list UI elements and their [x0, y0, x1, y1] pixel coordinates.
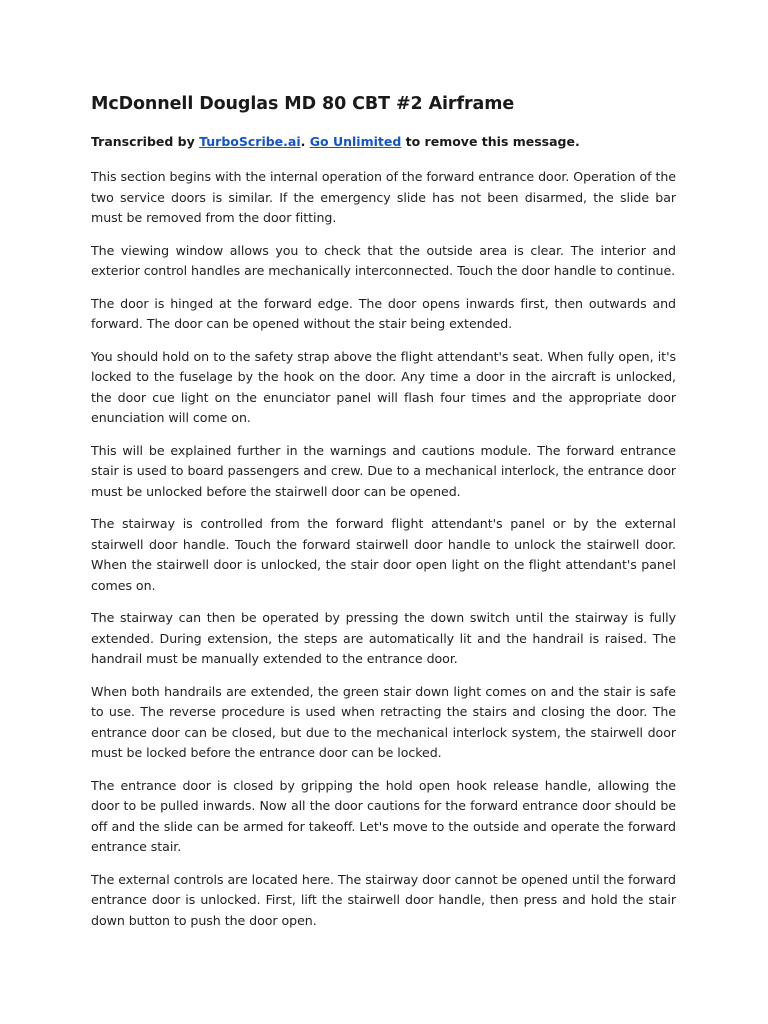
paragraph: The stairway can then be operated by pressing the down switch until the stairway is fully extended. During extension, the steps are automatically lit and the handrail is raised. The handrail must be manually extended to the entrance door.	[91, 610, 676, 666]
go-unlimited-link[interactable]: Go Unlimited	[309, 134, 402, 149]
paragraph: This section begins with the internal operation of the forward entrance door. Operation of the two service doors is similar. If the emergency slide has not been disarmed, the slide bar must be removed from the door fitting.	[91, 169, 676, 225]
paragraph: The stairway is controlled from the forward flight attendant's panel or by the external stairwell door handle. Touch the forward stairwell door handle to unlock the stairwell door. When the stairwell door is unlocked, the stair door open light on the flight attendant's panel comes on.	[91, 516, 676, 593]
paragraph: You should hold on to the safety strap above the flight attendant's seat. When fully open, it's locked to the fuselage by the hook on the door. Any time a door in the aircraft is unlocked, the door cue light on the enunciator panel will flash four times and the appropriate door enunciation will come on.	[91, 348, 676, 425]
paragraph: This will be explained further in the warnings and cautions module. The forward entrance stair is used to board passengers and crew. Due to a mechanical interlock, the entrance door must be unlocked before the stairwell door can be opened.	[91, 442, 676, 499]
paragraph: The external controls are located here. The stairway door cannot be opened until the forward entrance door is unlocked. First, lift the stairwell door handle, then press and hold the stair down button to push the door open.	[91, 871, 676, 928]
page-title: McDonnell Douglas MD 80 CBT #2 Airframe	[91, 94, 515, 114]
banner-prefix: Transcribed by	[91, 134, 200, 149]
transcription-banner	[91, 132, 676, 152]
document-page	[91, 94, 676, 943]
turboscribe-link[interactable]: TurboScribe.ai	[199, 134, 301, 149]
paragraph: The door is hinged at the forward edge. The door opens inwards first, then outwards and forward. The door can be opened without the stair being extended.	[91, 295, 676, 331]
banner-separator: .	[300, 134, 310, 149]
banner-suffix: to remove this message.	[401, 134, 580, 149]
paragraph: The viewing window allows you to check that the outside area is clear. The interior and exterior control handles are mechanically interconnected. Touch the door handle to continue.	[91, 242, 676, 278]
paragraph: The entrance door is closed by gripping the hold open hook release handle, allowing the door to be pulled inwards. Now all the door cautions for the forward entrance door should be off and the slide can be armed for takeoff. Let's move to the outside and operate the forward entrance stair.	[91, 777, 676, 854]
paragraph: When both handrails are extended, the green stair down light comes on and the stair is safe to use. The reverse procedure is used when retracting the stairs and closing the door. The entrance door can be closed, but due to the mechanical interlock system, the stairwell door must be locked before the entrance door can be locked.	[91, 683, 676, 760]
